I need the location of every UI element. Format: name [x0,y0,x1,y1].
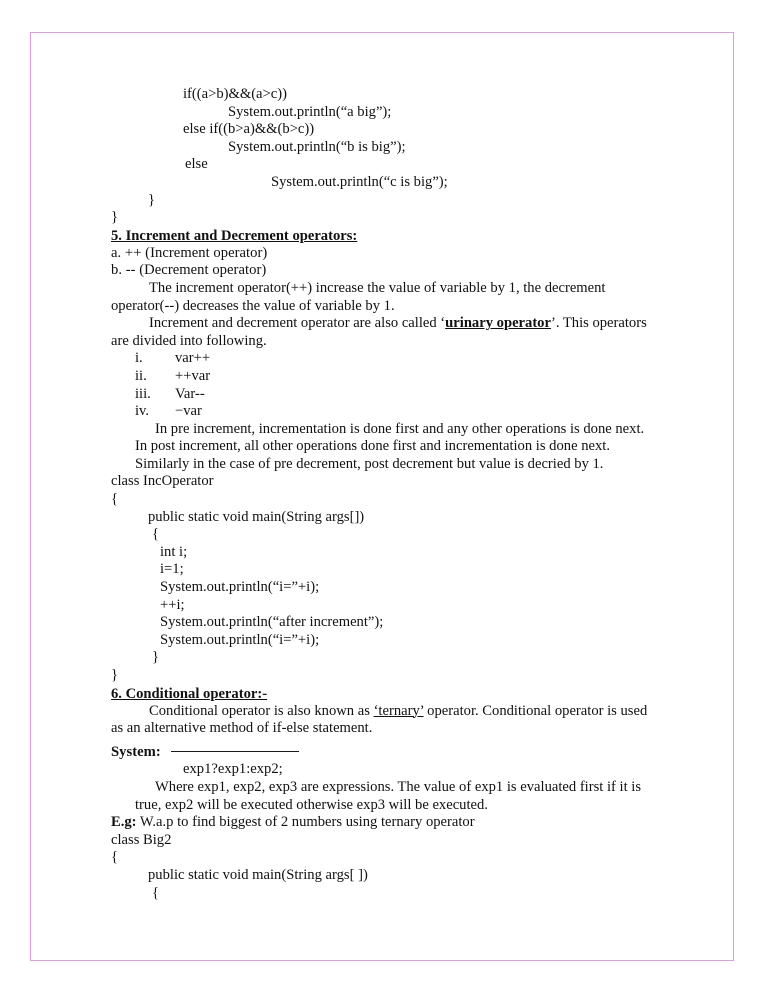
syntax-expression: exp1?exp1:exp2; [183,761,283,778]
bullet-decrement-operator: b. -- (Decrement operator) [111,262,267,279]
list-item-numeral: iv. [135,403,150,420]
code-block-incoperator [111,473,659,684]
code-line: if((a>b)&&(a>c)) [183,86,287,102]
list-item-value: −var [175,403,202,420]
code-line: i=1; [160,561,184,578]
emphasis-ternary: ‘ternary’ [373,702,424,719]
code-line: System.out.println(“c is big”); [271,173,448,190]
code-line: System.out.println(“i=”+i); [160,579,320,596]
paragraph-text: In pre increment, incrementation is done first and any other operations is done next. In post increment, all other operations done first and incrementation is done next. Similarly in the case of pre decrement, post decrement but value is decried by 1. [135,420,645,472]
code-line: class Big2 [111,831,172,848]
code-line: { [152,526,160,543]
list-item-value: ++var [175,367,211,384]
code-line: System.out.println(“b is big”); [228,138,406,155]
code-line: int i; [160,543,188,560]
code-line: } [152,649,160,666]
list-item [111,350,659,368]
list-item-numeral: i. [135,350,143,367]
code-line: public static void main(String args[]) [148,508,365,525]
list-item [111,403,659,421]
bullet-increment-operator: a. ++ (Increment operator) [111,244,268,261]
section-heading-conditional-operator: 6. Conditional operator:- [111,685,268,702]
list-item-numeral: iii. [135,385,151,402]
syntax-label: System: [111,743,161,760]
syntax-label-row [111,738,659,762]
paragraph-lead: Increment and decrement operator are also called ‘ [149,315,446,332]
paragraph-lead: Conditional operator is also known as [149,702,374,719]
code-line: { [111,849,119,866]
paragraph-conditional-intro [111,703,659,738]
paragraph-tail: operator. Conditional operator is used as an alternative method of if-else statement. [111,702,648,737]
code-line: public static void main(String args[ ]) [148,866,368,883]
code-line: class IncOperator [111,473,214,490]
code-line: System.out.println(“a big”); [228,103,392,120]
list-item [111,386,659,404]
code-line: System.out.println(“i=”+i); [160,631,320,648]
emphasis-urinary-operator: urinary operator [445,315,551,332]
example-label: E.g: [111,814,137,831]
list-item-value: var++ [175,350,211,367]
code-line: ++i; [160,596,185,613]
roman-numeral-list [111,350,659,420]
section-heading-increment-decrement: 5. Increment and Decrement operators: [111,227,358,244]
code-block-if-else [111,86,659,227]
paragraph-text: The increment operator(++) increase the value of variable by 1, the decrement operator(--) decreases the value of variable by 1. [111,279,606,314]
list-item [111,368,659,386]
list-item-numeral: ii. [135,367,147,384]
code-line: } [111,209,119,226]
paragraph-expression-explanation [111,779,659,814]
code-line: System.out.println(“after increment”); [160,614,384,631]
paragraph-tail: ’. This operators are divided into following. [111,315,647,349]
code-line: } [111,667,119,683]
syntax-blank-rule [171,738,299,752]
code-line: else if((b>a)&&(b>c)) [183,121,315,138]
paragraph-urinary-operator [111,315,659,350]
code-line: { [111,491,119,508]
paragraph-text: Where exp1, exp2, exp3 are expressions. The value of exp1 is evaluated first if it is true, exp2 will be executed otherwise exp3 will be executed. [135,778,642,813]
list-item-value: Var-- [175,385,205,402]
document-body [111,86,659,902]
paragraph-increment-explanation [111,280,659,315]
code-line: { [152,884,160,901]
example-line [111,814,659,832]
example-text: W.a.p to find biggest of 2 numbers using ternary operator [136,814,475,831]
code-line: } [148,191,156,208]
paragraph-pre-post-increment [111,421,659,474]
code-block-big2 [111,832,659,902]
code-line: else [185,156,208,173]
